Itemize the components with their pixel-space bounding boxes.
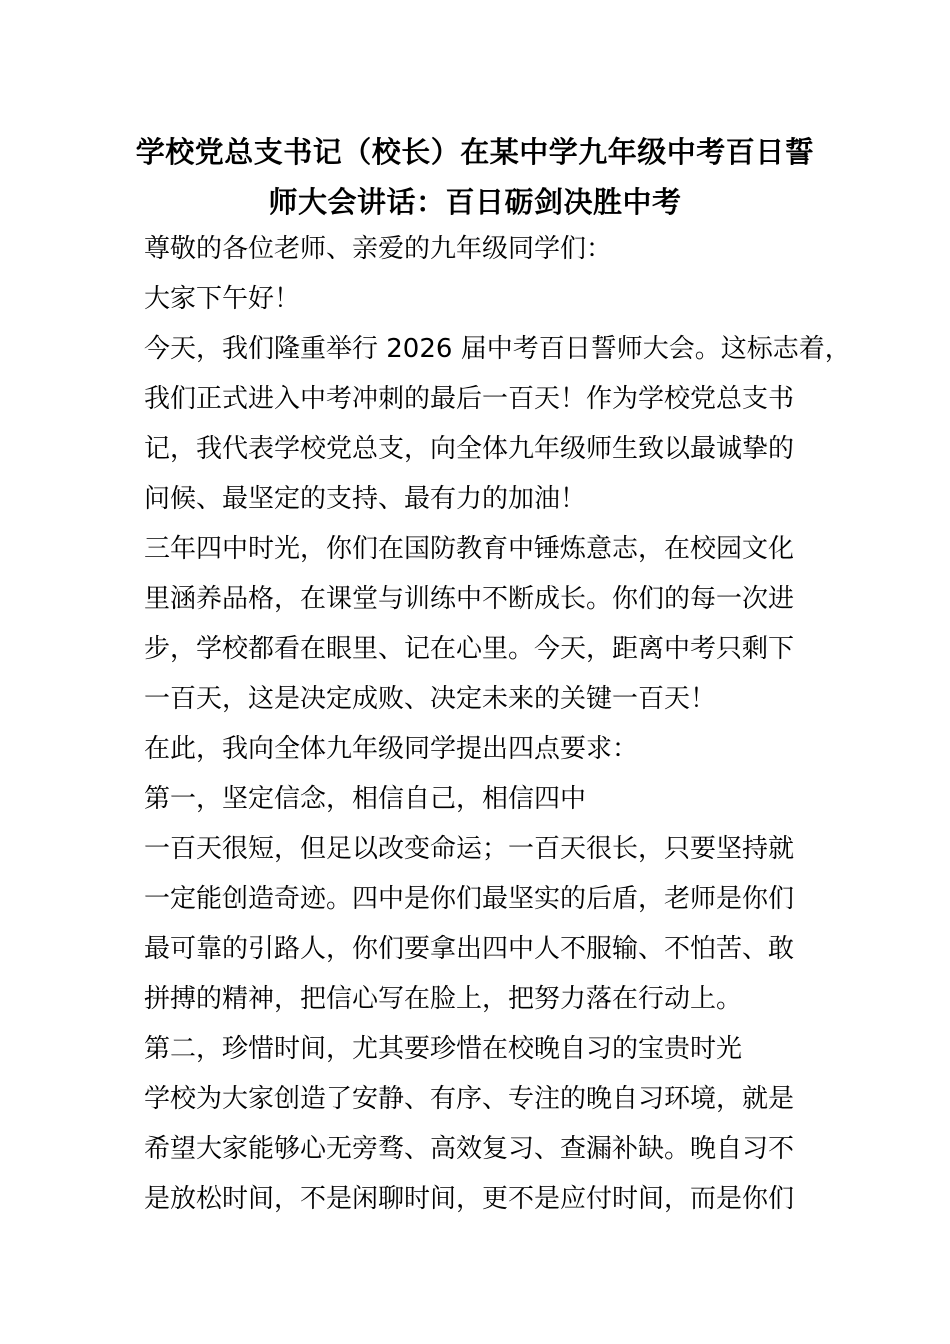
body-line: 今天，我们隆重举行 2026 届中考百日誓师大会。这标志着，	[144, 334, 851, 364]
body-line: 拼搏的精神，把信心写在脸上，把努力落在行动上。	[144, 984, 743, 1014]
title-line-2: 师大会讲话：百日砺剑决胜中考	[268, 185, 682, 219]
body-line: 步，学校都看在眼里、记在心里。今天，距离中考只剩下	[144, 634, 795, 664]
document-body	[144, 224, 851, 1224]
body-line: 一定能创造奇迹。四中是你们最坚实的后盾，老师是你们	[144, 884, 795, 914]
body-line: 里涵养品格，在课堂与训练中不断成长。你们的每一次进	[144, 584, 795, 614]
body-line: 希望大家能够心无旁骛、高效复习、查漏补缺。晚自习不	[144, 1134, 795, 1164]
title-line-1: 学校党总支书记（校长）在某中学九年级中考百日誓	[135, 135, 815, 169]
body-line: 我们正式进入中考冲刺的最后一百天！作为学校党总支书	[144, 384, 795, 414]
body-line: 是放松时间，不是闲聊时间，更不是应付时间，而是你们	[144, 1184, 795, 1214]
greeting-line: 大家下午好！	[144, 284, 301, 314]
body-line: 一百天，这是决定成败、决定未来的关键一百天！	[144, 684, 717, 714]
document-title	[120, 127, 830, 227]
salutation-line: 尊敬的各位老师、亲爱的九年级同学们：	[144, 234, 613, 264]
section-heading-1: 第一，坚定信念，相信自己，相信四中	[144, 784, 587, 814]
section-heading-2: 第二，珍惜时间，尤其要珍惜在校晚自习的宝贵时光	[144, 1034, 743, 1064]
body-line: 问候、最坚定的支持、最有力的加油！	[144, 484, 587, 514]
body-line: 一百天很短，但足以改变命运；一百天很长，只要坚持就	[144, 834, 795, 864]
body-line: 在此，我向全体九年级同学提出四点要求：	[144, 734, 639, 764]
body-line: 最可靠的引路人，你们要拿出四中人不服输、不怕苦、敢	[144, 934, 795, 964]
body-line: 记，我代表学校党总支，向全体九年级师生致以最诚挚的	[144, 434, 795, 464]
body-line: 学校为大家创造了安静、有序、专注的晚自习环境，就是	[144, 1084, 795, 1114]
body-line: 三年四中时光，你们在国防教育中锤炼意志，在校园文化	[144, 534, 795, 564]
